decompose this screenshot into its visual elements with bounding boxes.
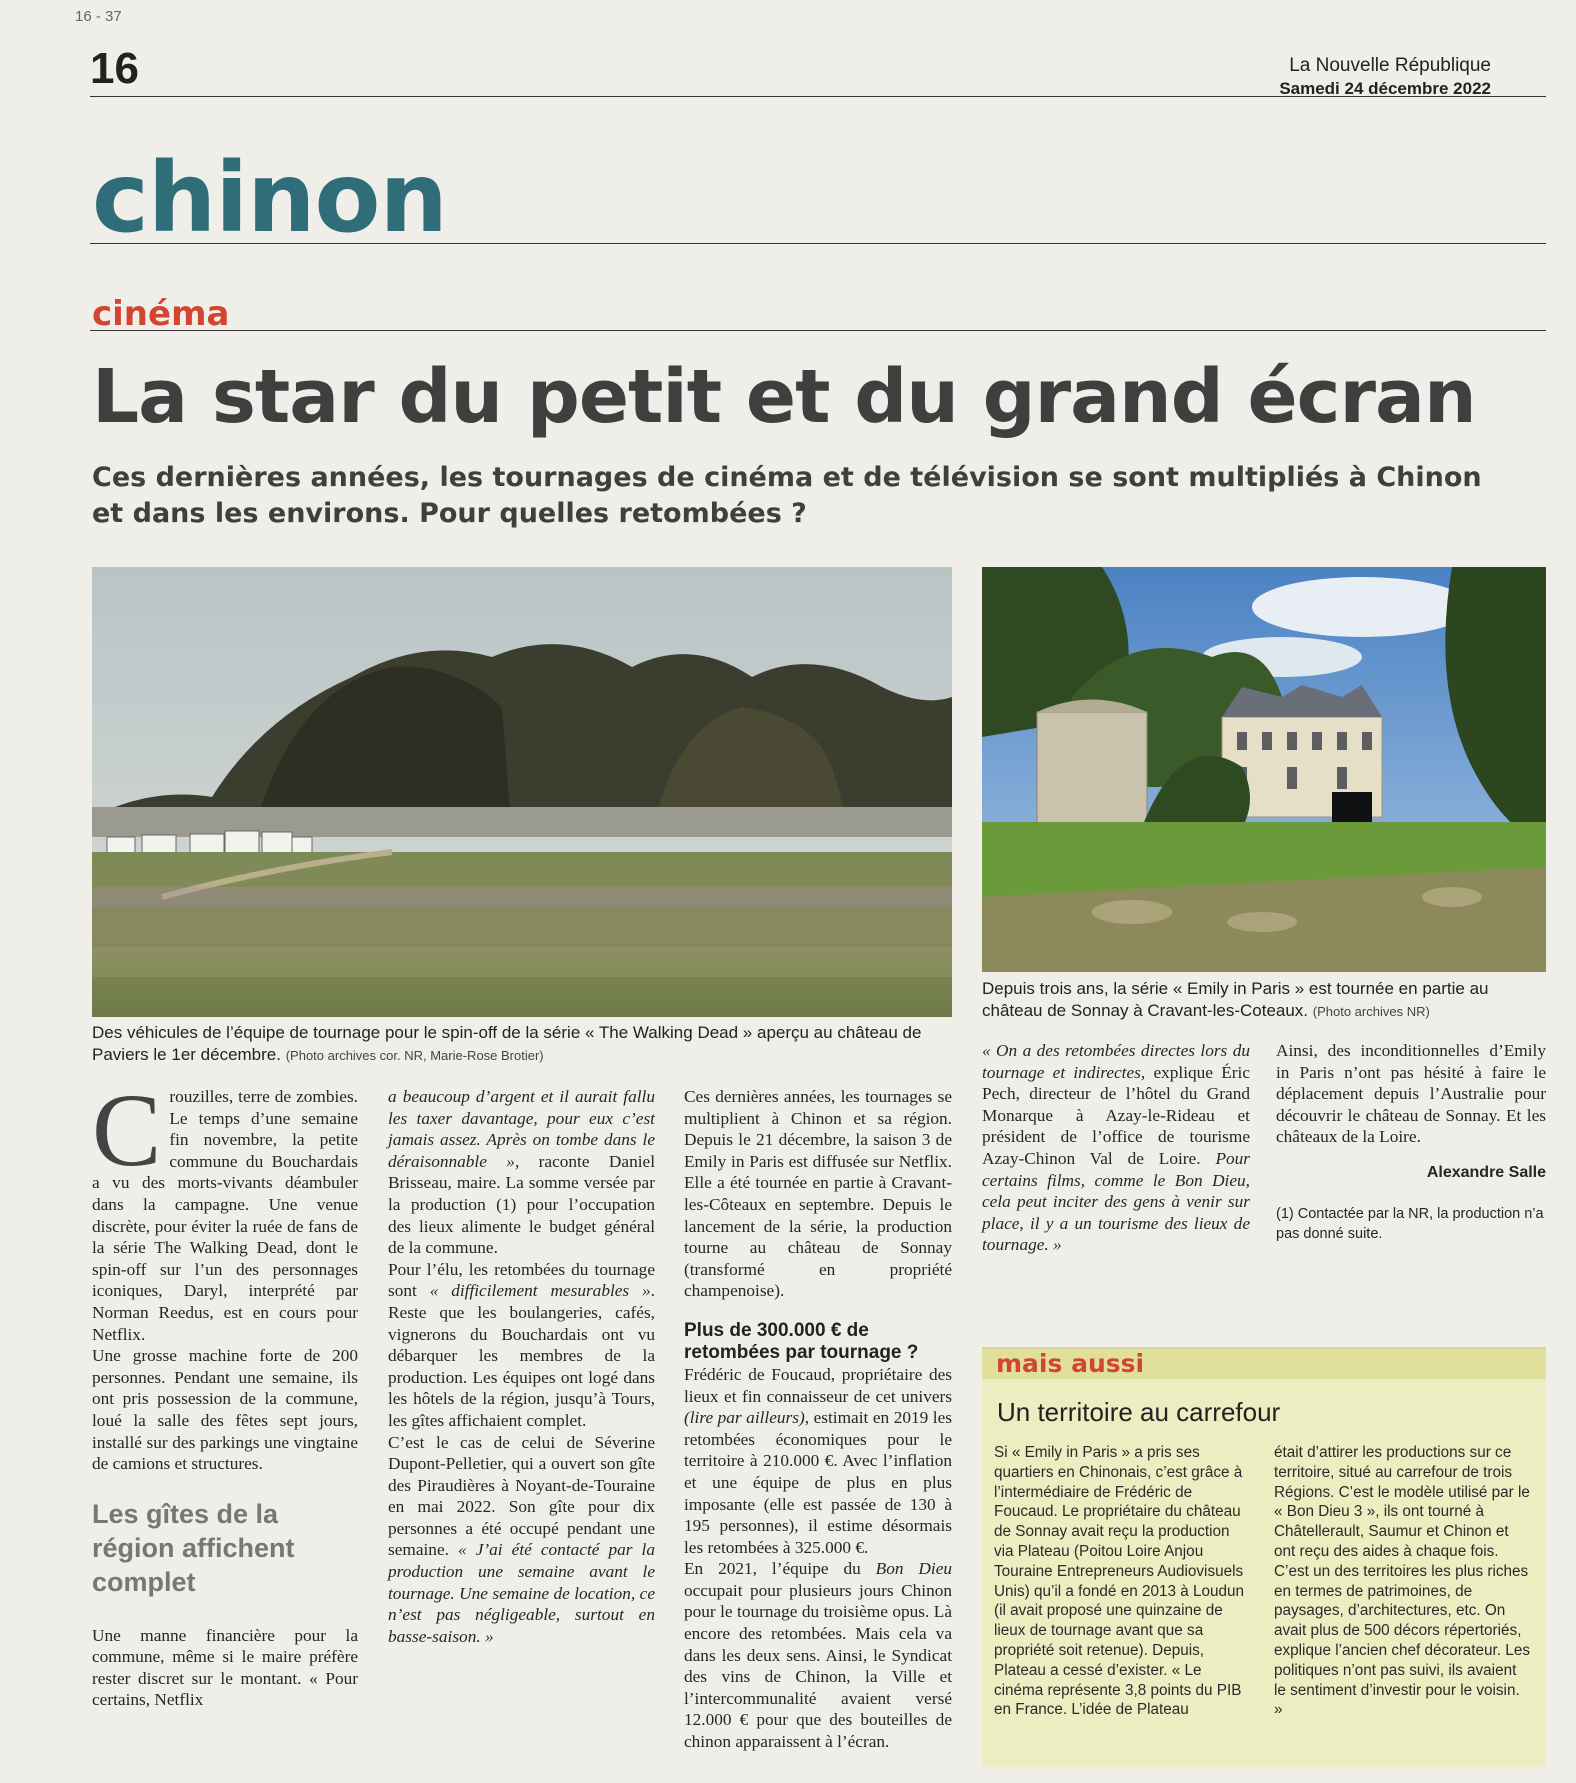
page-number: 16 xyxy=(90,44,139,93)
photo-credit: (Photo archives NR) xyxy=(1312,1004,1430,1019)
article-paragraph: Une grosse machine forte de 200 personnes. Pendant une semaine, ils ont pris possession de la commune, loué la salle des fêtes sept jours, installé sur des parkings une vingtaine de camions et structures. xyxy=(92,1346,358,1474)
article-interhead: Plus de 300.000 € de retombées par tournage ? xyxy=(684,1319,919,1363)
page-folio: 16 - 37 xyxy=(75,8,122,25)
article-subhead: Les gîtes de la région affichent complet xyxy=(92,1498,295,1597)
chateau-image xyxy=(982,567,1546,972)
sidebar-column-1: Si « Emily in Paris » a pris ses quartiers en Chinonais, c’est grâce à l’intermédiaire de Frédéric de Foucaud. Le propriétaire du château de Sonnay avait reçu la production via Plateau (Poitou Loire Anjou Touraine Entrepreneurs Audiovisuels Unis) qu’il a fondé en 2013 à Loudun (il avait proposé une quinzaine de lieux de tournage avant que sa propriété soit retenue). Depuis, Plateau a cessé d’exister. « Le cinéma représente 3,8 points du PIB en France. L’idée de Plateau xyxy=(994,1444,1245,1719)
quote-text: « difficilement mesurables » xyxy=(429,1281,651,1301)
drop-cap: C xyxy=(92,1073,162,1188)
sidebar-kicker-bar xyxy=(982,1349,1546,1379)
article-paragraph xyxy=(388,1259,655,1432)
paragraph-text: rouzilles, terre de zombies. Le temps d’une semaine fin novembre, la petite commune du Bouchardais a vu des morts-vivants déambuler dans la campagne. Une venue discrète, pour éviter la ruée de fans de la série The Walking Dead, dont le spin-off sur l’un des personnages iconiques, Daryl, interprété par Norman Reedus, est en cours pour Netflix. xyxy=(92,1087,358,1344)
aside-text: (lire par ailleurs) xyxy=(684,1408,805,1428)
publication-name: La Nouvelle République xyxy=(1289,55,1491,76)
paragraph-text: Frédéric de Foucaud, propriétaire des lieux et fin connaisseur de cet univers xyxy=(684,1364,952,1406)
article-column-2 xyxy=(388,1086,655,1647)
paragraph-text: Pour l’élu, les retombées du tournage sont xyxy=(388,1259,655,1301)
sidebar-title: Un territoire au carrefour xyxy=(997,1397,1281,1427)
photo-caption-1 xyxy=(92,1022,952,1067)
paragraph-text: C’est le cas de celui de Séverine Dupont-Pelletier, qui a ouvert son gîte des Piraudières à Noyant-de-Touraine en mai 2022. Son gîte pour dix personnes a été occupé pendant une semaine. xyxy=(388,1432,655,1560)
photo-caption-2 xyxy=(982,978,1546,1023)
caption-text: Des véhicules de l’équipe de tournage pour le spin-off de la série « The Walking Dead » aperçu au château de Paviers le 1er décembre. xyxy=(92,1023,922,1064)
sidebar-box xyxy=(982,1347,1546,1767)
header-rule xyxy=(90,96,1546,97)
standfirst: Ces dernières années, les tournages de cinéma et de télévision se sont multipliés à Chinon et dans les environs. Pour quelles retombées ? xyxy=(92,462,1482,529)
paragraph-text: . Reste que les boulangeries, cafés, vignerons du Bouchardais ont vu débarquer les membres de la production. Les équipes ont logé dans les hôtels de la région, jusqu’à Tours, les gîtes affichaient complet. xyxy=(388,1281,655,1430)
quote-text: « On a des retombées directes lors du tournage et indirectes, xyxy=(982,1041,1250,1082)
footnote: (1) Contactée par la NR, la production n’a pas donné suite. xyxy=(1276,1205,1544,1242)
quote-text: a beaucoup d’argent et il aurait fallu les taxer davantage, pour eux c’est jamais assez. Après on tombe dans le déraisonnable » xyxy=(388,1087,655,1171)
article-paragraph: Ces dernières années, les tournages se multiplient à Chinon et sa région. Depuis le 21 décembre, la saison 3 de Emily in Paris est diffusée sur Netflix. Elle a été tournée en partie à Cravant-les-Côteaux en septembre. Depuis le lancement de la série, la production tourne au château de Sonnay (transformé en propriété champenoise). xyxy=(684,1087,952,1301)
masthead xyxy=(1279,54,1491,100)
section-rule xyxy=(90,243,1546,244)
sidebar-kicker: mais aussi xyxy=(996,1349,1145,1378)
field-landscape-image xyxy=(92,567,952,1017)
article-paragraph xyxy=(684,1558,952,1752)
section-title: chinon xyxy=(92,142,447,254)
paragraph-text: En 2021, l’équipe du xyxy=(684,1559,861,1579)
photo-chateau-sonnay xyxy=(982,567,1546,972)
article-column-5 xyxy=(1276,1040,1546,1244)
article-column-1 xyxy=(92,1073,358,1711)
quote-text: « J’ai été contacté par la production une semaine avant le tournage. Une semaine de location, ce n’est pas négligeable, surtout en basse-saison. » xyxy=(388,1540,655,1646)
title-text: Bon Dieu xyxy=(875,1559,952,1579)
article-column-3 xyxy=(684,1086,952,1753)
headline: La star du petit et du grand écran xyxy=(92,354,1476,440)
paragraph-text: explique Éric Pech, directeur de l’hôtel du Grand Monarque à Azay-le-Rideau et président de l’office de tourisme Azay-Chinon Val de Loire. xyxy=(982,1062,1250,1168)
paragraph-text: , estimait en 2019 les retombées économiques pour le territoire à 210.000 €. Avec l’inflation et une équipe de plus en plus imposante (elle est passée de 130 à 195 personnes), il estime désormais les retombées à 325.000 €. xyxy=(684,1408,952,1557)
sidebar-column-2: était d’attirer les productions sur ce territoire, situé au carrefour de trois Régions. C’est le modèle utilisé par le « Bon Dieu 3 », ils ont tourné à Châtellerault, Saumur et Chinon et ont reçu des aides à chaque fois. C’est un des territoires les plus riches en termes de patrimoines, de paysages, d’architectures, etc. On avait plus de 500 décors répertoriés, explique l’ancien chef décorateur. Les politiques n’ont pas suivi, ils avaient le sentiment d’investir pour le voisin. » xyxy=(1274,1444,1530,1719)
rubric-rule xyxy=(90,330,1546,331)
article-paragraph: Ainsi, des inconditionnelles d’Emily in Paris n’ont pas hésité à faire le déplacement depuis l’Australie pour découvrir le château de Sonnay. Et les châteaux de la Loire. xyxy=(1276,1041,1546,1147)
article-paragraph xyxy=(982,1040,1250,1256)
paragraph-text: , raconte Daniel Brisseau, maire. La somme versée par la production (1) pour l’occupation des lieux alimente le budget général de la commune. xyxy=(388,1151,655,1258)
article-column-4 xyxy=(982,1040,1250,1256)
issue-date: Samedi 24 décembre 2022 xyxy=(1279,79,1491,98)
caption-text: Depuis trois ans, la série « Emily in Paris » est tournée en partie au château de Sonnay à Cravant-les-Coteaux. xyxy=(982,979,1489,1020)
paragraph-text: occupait pour plusieurs jours Chinon pour le tournage du troisième opus. Là encore des retombées. Mais cela va dans les deux sens. Ainsi, le Syndicat des vins de Chinon, la Ville et l’intercommunalité avaient versé 12.000 € pour que des bouteilles de chinon apparaissent à l’écran. xyxy=(684,1580,952,1752)
article-paragraph: Une manne financière pour la commune, même si le maire préfère rester discret sur le montant. « Pour certains, Netflix xyxy=(92,1625,358,1710)
quote-text: Pour certains films, comme le Bon Dieu, cela peut inciter des gens à venir sur place, il y a un tourisme des lieux de tournage. » xyxy=(982,1148,1250,1255)
article-paragraph xyxy=(684,1364,952,1558)
photo-credit: (Photo archives cor. NR, Marie-Rose Brotier) xyxy=(285,1048,544,1063)
rubric-label: cinéma xyxy=(92,294,230,334)
article-paragraph xyxy=(388,1432,655,1648)
article-paragraph xyxy=(388,1086,655,1259)
article-paragraph xyxy=(92,1073,358,1345)
author-signature: Alexandre Salle xyxy=(1426,1163,1546,1181)
photo-walking-dead-set xyxy=(92,567,952,1017)
